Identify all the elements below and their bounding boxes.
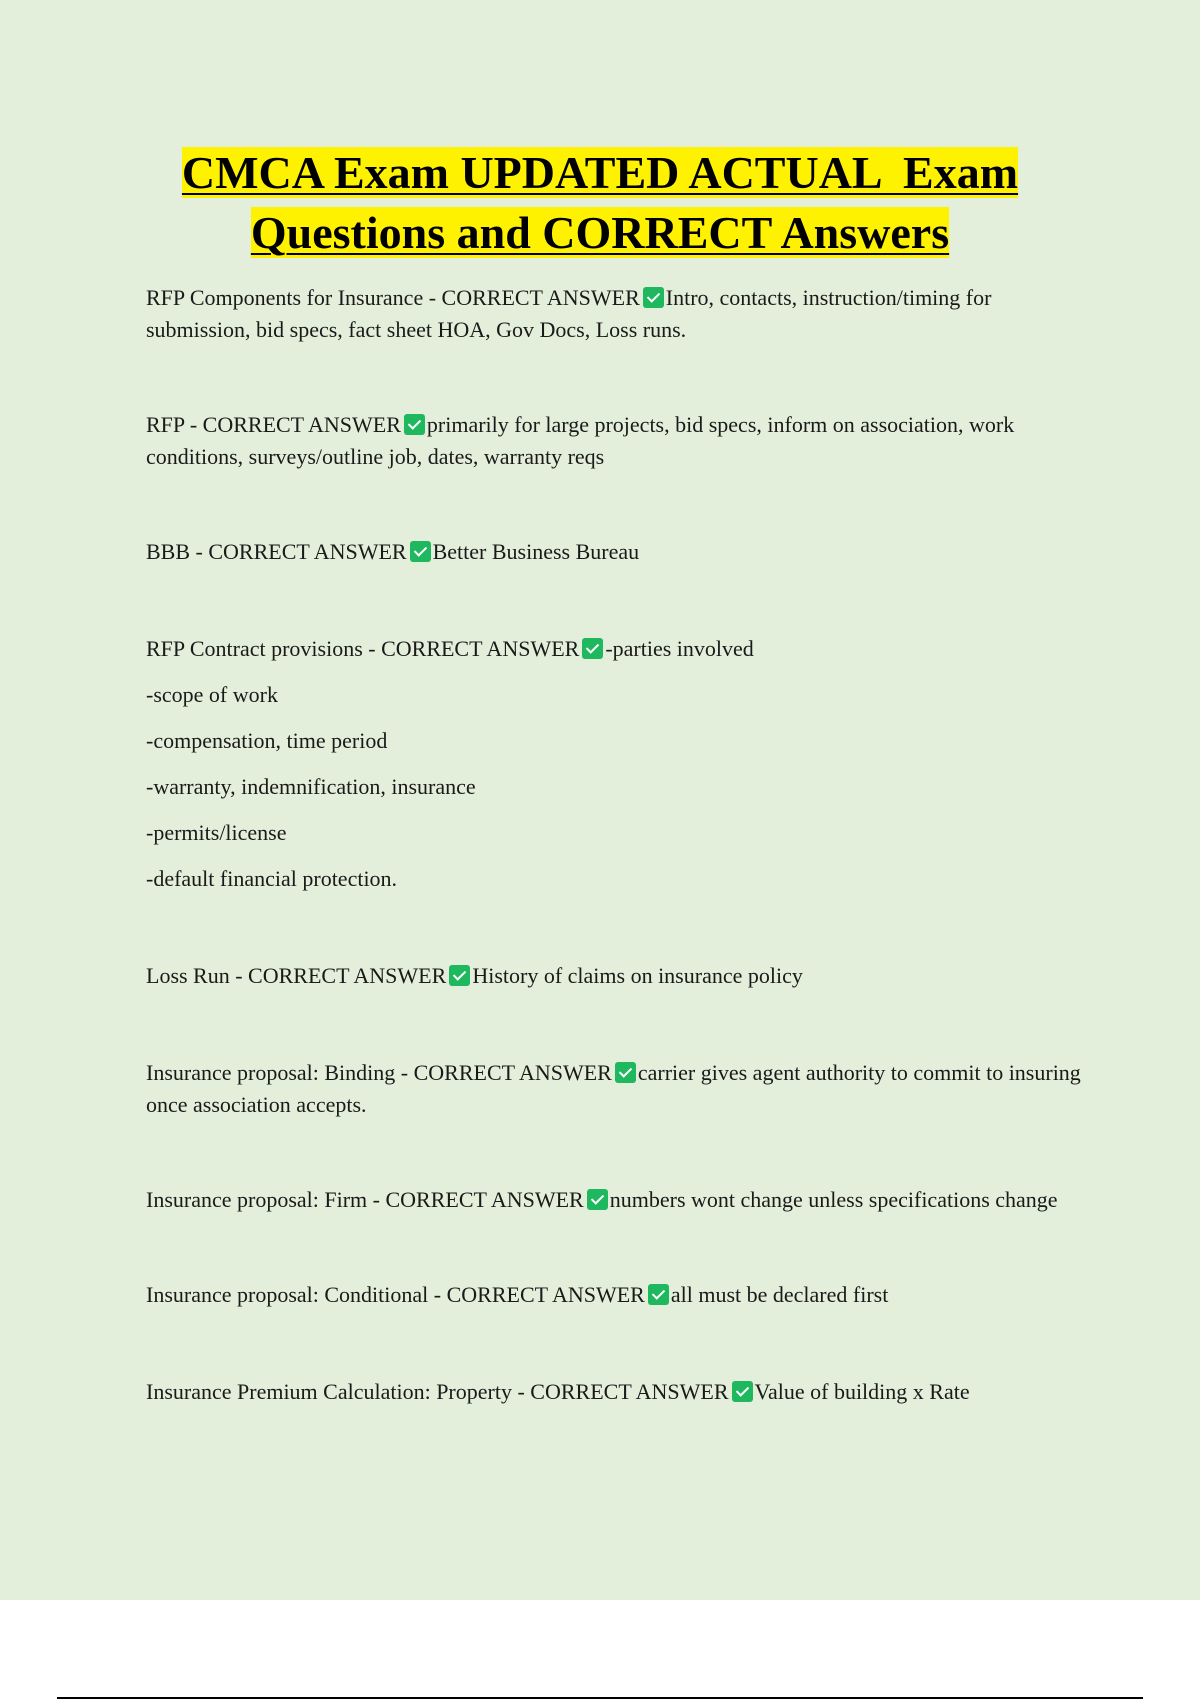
- answer-text: -parties involved: [605, 636, 754, 661]
- qa-entry: [146, 633, 1086, 902]
- question-text: RFP Components for Insurance - CORRECT ANSWER: [146, 285, 640, 310]
- checkmark-box-icon: [582, 638, 603, 659]
- question-text: Loss Run - CORRECT ANSWER: [146, 963, 447, 988]
- qa-entry: [146, 1376, 1086, 1408]
- checkmark-box-icon: [404, 414, 425, 435]
- qa-entry: [146, 1279, 1086, 1311]
- answer-text: all must be declared first: [670, 1282, 889, 1307]
- answer-list-item: -warranty, indemnification, insurance: [146, 774, 476, 799]
- checkmark-box-icon: [410, 541, 431, 562]
- answer-text: carrier gives agent authority to commit to insuring once association accepts.: [146, 1060, 1081, 1117]
- question-text: RFP Contract provisions - CORRECT ANSWER: [146, 636, 580, 661]
- question-text: RFP - CORRECT ANSWER: [146, 412, 401, 437]
- answer-text: primarily for large projects, bid specs, inform on association, work conditions, surveys/outline job, dates, warranty reqs: [146, 412, 1015, 469]
- question-text: Insurance proposal: Conditional - CORRECT ANSWER: [146, 1282, 645, 1307]
- answer-text: Value of building x Rate: [754, 1379, 970, 1404]
- title-line-1: CMCA Exam UPDATED ACTUAL Exam: [181, 147, 1019, 198]
- qa-list: [146, 282, 1086, 1408]
- answer-text: History of claims on insurance policy: [472, 963, 803, 988]
- qa-entry: [146, 282, 1086, 346]
- answer-list-item: -permits/license: [146, 820, 287, 845]
- qa-entry-first-line: [146, 633, 1086, 665]
- document-title: [0, 143, 1200, 263]
- checkmark-box-icon: [732, 1381, 753, 1402]
- qa-entry: [146, 1184, 1086, 1216]
- question-text: Insurance proposal: Binding - CORRECT ANSWER: [146, 1060, 612, 1085]
- checkmark-box-icon: [587, 1189, 608, 1210]
- answer-list-item: -scope of work: [146, 682, 278, 707]
- answer-text: Intro, contacts, instruction/timing for submission, bid specs, fact sheet HOA, Gov Docs, Loss runs.: [146, 285, 992, 342]
- qa-entry: [146, 960, 1086, 992]
- answer-text: numbers wont change unless specifications change: [609, 1187, 1058, 1212]
- checkmark-box-icon: [643, 287, 664, 308]
- footer-divider: [57, 1697, 1143, 1699]
- question-text: Insurance Premium Calculation: Property - CORRECT ANSWER: [146, 1379, 729, 1404]
- answer-text: Better Business Bureau: [432, 539, 640, 564]
- checkmark-box-icon: [449, 965, 470, 986]
- question-text: Insurance proposal: Firm - CORRECT ANSWER: [146, 1187, 584, 1212]
- qa-entry: [146, 409, 1086, 473]
- qa-entry: [146, 536, 1086, 568]
- question-text: BBB - CORRECT ANSWER: [146, 539, 407, 564]
- checkmark-box-icon: [648, 1284, 669, 1305]
- checkmark-box-icon: [615, 1062, 636, 1083]
- qa-entry: [146, 1057, 1086, 1121]
- answer-list-item: -compensation, time period: [146, 728, 388, 753]
- title-line-2: Questions and CORRECT Answers: [250, 207, 950, 258]
- answer-list-item: -default financial protection.: [146, 866, 398, 891]
